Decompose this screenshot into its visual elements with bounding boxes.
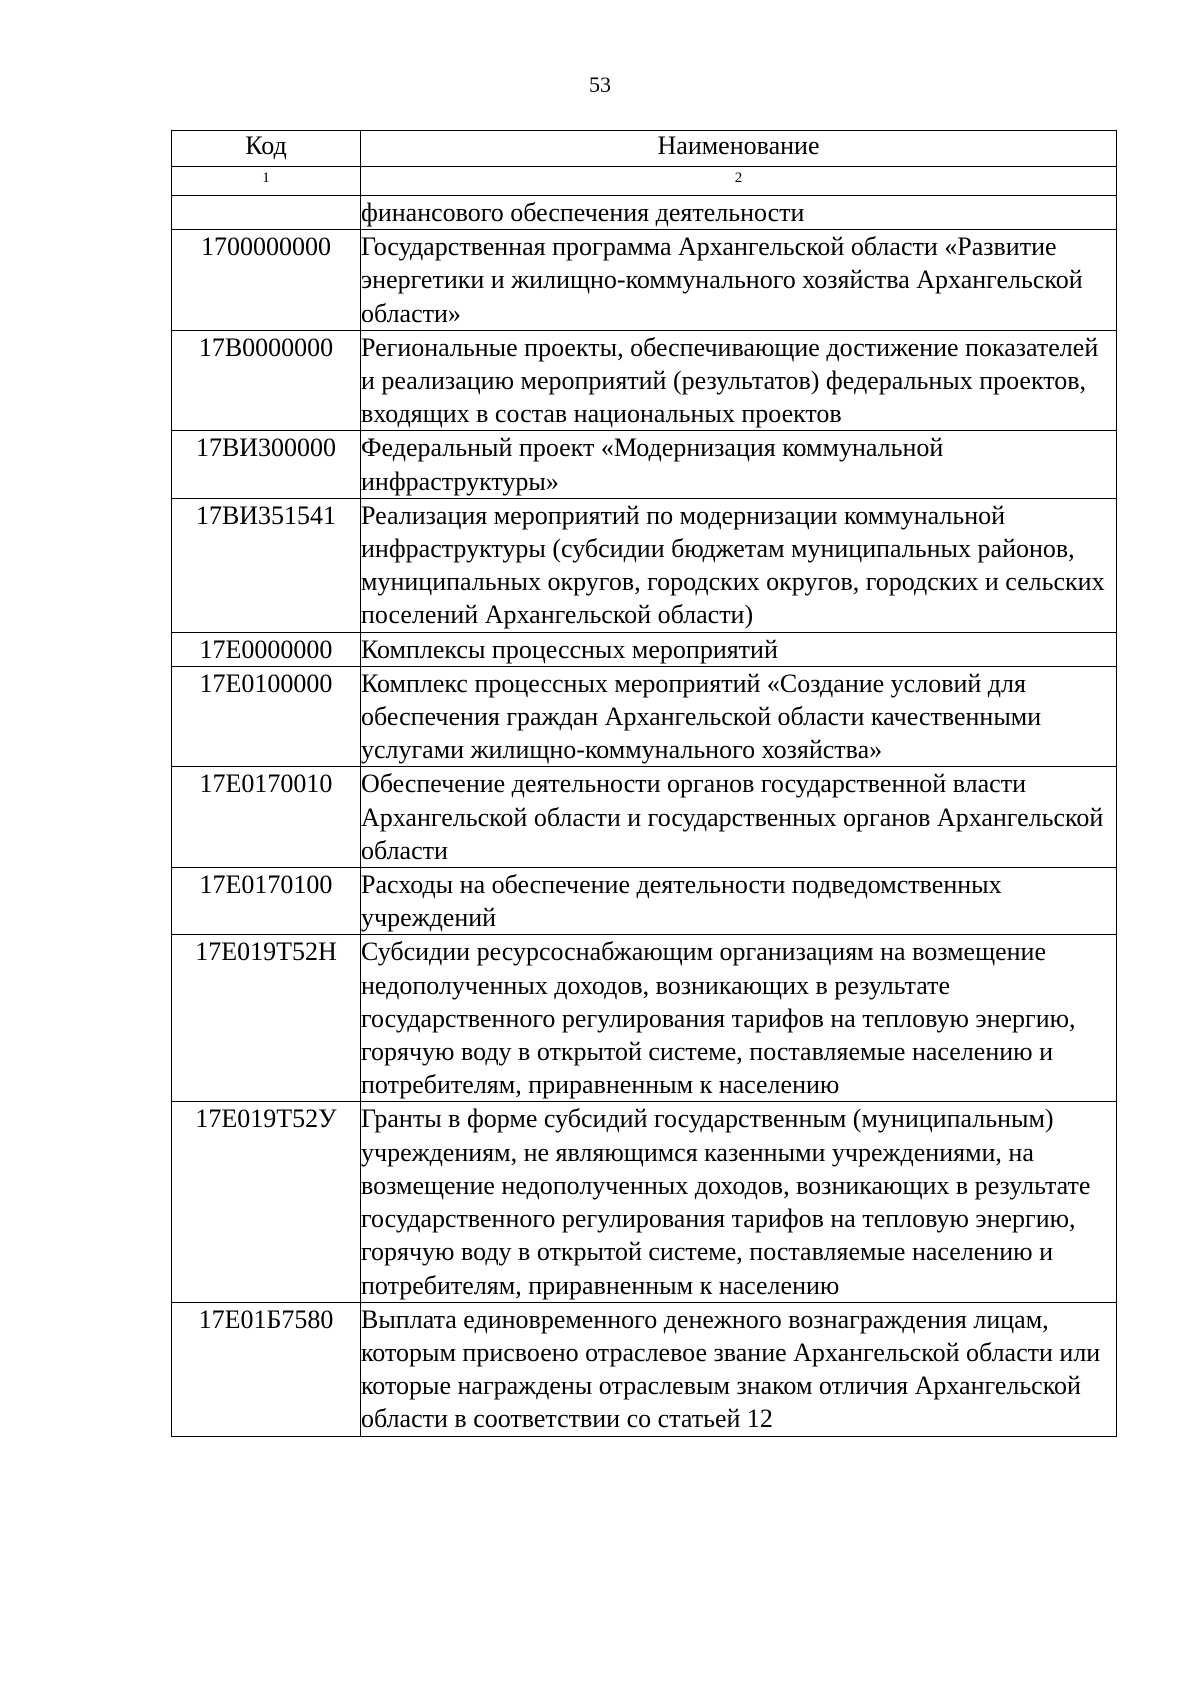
row-name: Обеспечение деятельности органов государственной власти Архангельской области и государственных органов Архангельской области: [361, 767, 1117, 868]
row-name: Региональные проекты, обеспечивающие достижение показателей и реализацию мероприятий (результатов) федеральных проектов, входящих в состав национальных проектов: [361, 330, 1117, 431]
page-number: 53: [589, 72, 611, 97]
row-code: 17ВИ300000: [172, 431, 361, 498]
row-name: Комплекс процессных мероприятий «Создание условий для обеспечения граждан Архангельской области качественными услугами жилищно-коммунального хозяйства»: [361, 666, 1117, 767]
row-code: 1700000000: [172, 230, 361, 331]
table-row: [172, 431, 1117, 498]
row-name: Федеральный проект «Модернизация коммунальной инфраструктуры»: [361, 431, 1117, 498]
row-code: 17Е0170100: [172, 868, 361, 935]
row-name: Расходы на обеспечение деятельности подведомственных учреждений: [361, 868, 1117, 935]
row-name: Комплексы процессных мероприятий: [361, 632, 1117, 666]
row-code: 17ВИ351541: [172, 498, 361, 632]
row-name: Выплата единовременного денежного вознаграждения лицам, которым присвоено отраслевое звание Архангельской области или которые награждены отраслевым знаком отличия Архангельской области в соответствии со статьей 12: [361, 1302, 1117, 1436]
table-row: [172, 330, 1117, 431]
header-code: Код: [172, 131, 361, 167]
table-header-row: [172, 131, 1117, 167]
table-row: [172, 868, 1117, 935]
row-code: 17Е0000000: [172, 632, 361, 666]
table-row: [172, 498, 1117, 632]
table-row: [172, 230, 1117, 331]
budget-code-table: [171, 130, 1117, 1437]
header-name: Наименование: [361, 131, 1117, 167]
column-number-row: [172, 167, 1117, 196]
row-code: 17Е0170010: [172, 767, 361, 868]
row-code: [172, 196, 361, 230]
table-row: [172, 632, 1117, 666]
table-row: [172, 1302, 1117, 1436]
table-row: [172, 196, 1117, 230]
row-code: 17В0000000: [172, 330, 361, 431]
row-name: Реализация мероприятий по модернизации коммунальной инфраструктуры (субсидии бюджетам муниципальных районов, муниципальных округов, городских округов, городских и сельских поселений Архангельской области): [361, 498, 1117, 632]
row-code: 17Е019Т52У: [172, 1102, 361, 1302]
table-row: [172, 1102, 1117, 1302]
table-row: [172, 767, 1117, 868]
row-name: Государственная программа Архангельской области «Развитие энергетики и жилищно-коммунального хозяйства Архангельской области»: [361, 230, 1117, 331]
row-code: 17Е0100000: [172, 666, 361, 767]
row-code: 17Е01Б7580: [172, 1302, 361, 1436]
row-code: 17Е019Т52Н: [172, 935, 361, 1102]
table-row: [172, 935, 1117, 1102]
row-name: Субсидии ресурсоснабжающим организациям на возмещение недополученных доходов, возникающих в результате государственного регулирования тарифов на тепловую энергию, горячую воду в открытой системе, поставляемые населению и потребителям, приравненным к населению: [361, 935, 1117, 1102]
table-row: [172, 666, 1117, 767]
column-number-name: 2: [361, 167, 1117, 196]
column-number-code: 1: [172, 167, 361, 196]
row-name: финансового обеспечения деятельности: [361, 196, 1117, 230]
row-name: Гранты в форме субсидий государственным (муниципальным) учреждениям, не являющимся казенными учреждениями, на возмещение недополученных доходов, возникающих в результате государственного регулирования тарифов на тепловую энергию, горячую воду в открытой системе, поставляемые населению и потребителям, приравненным к населению: [361, 1102, 1117, 1302]
